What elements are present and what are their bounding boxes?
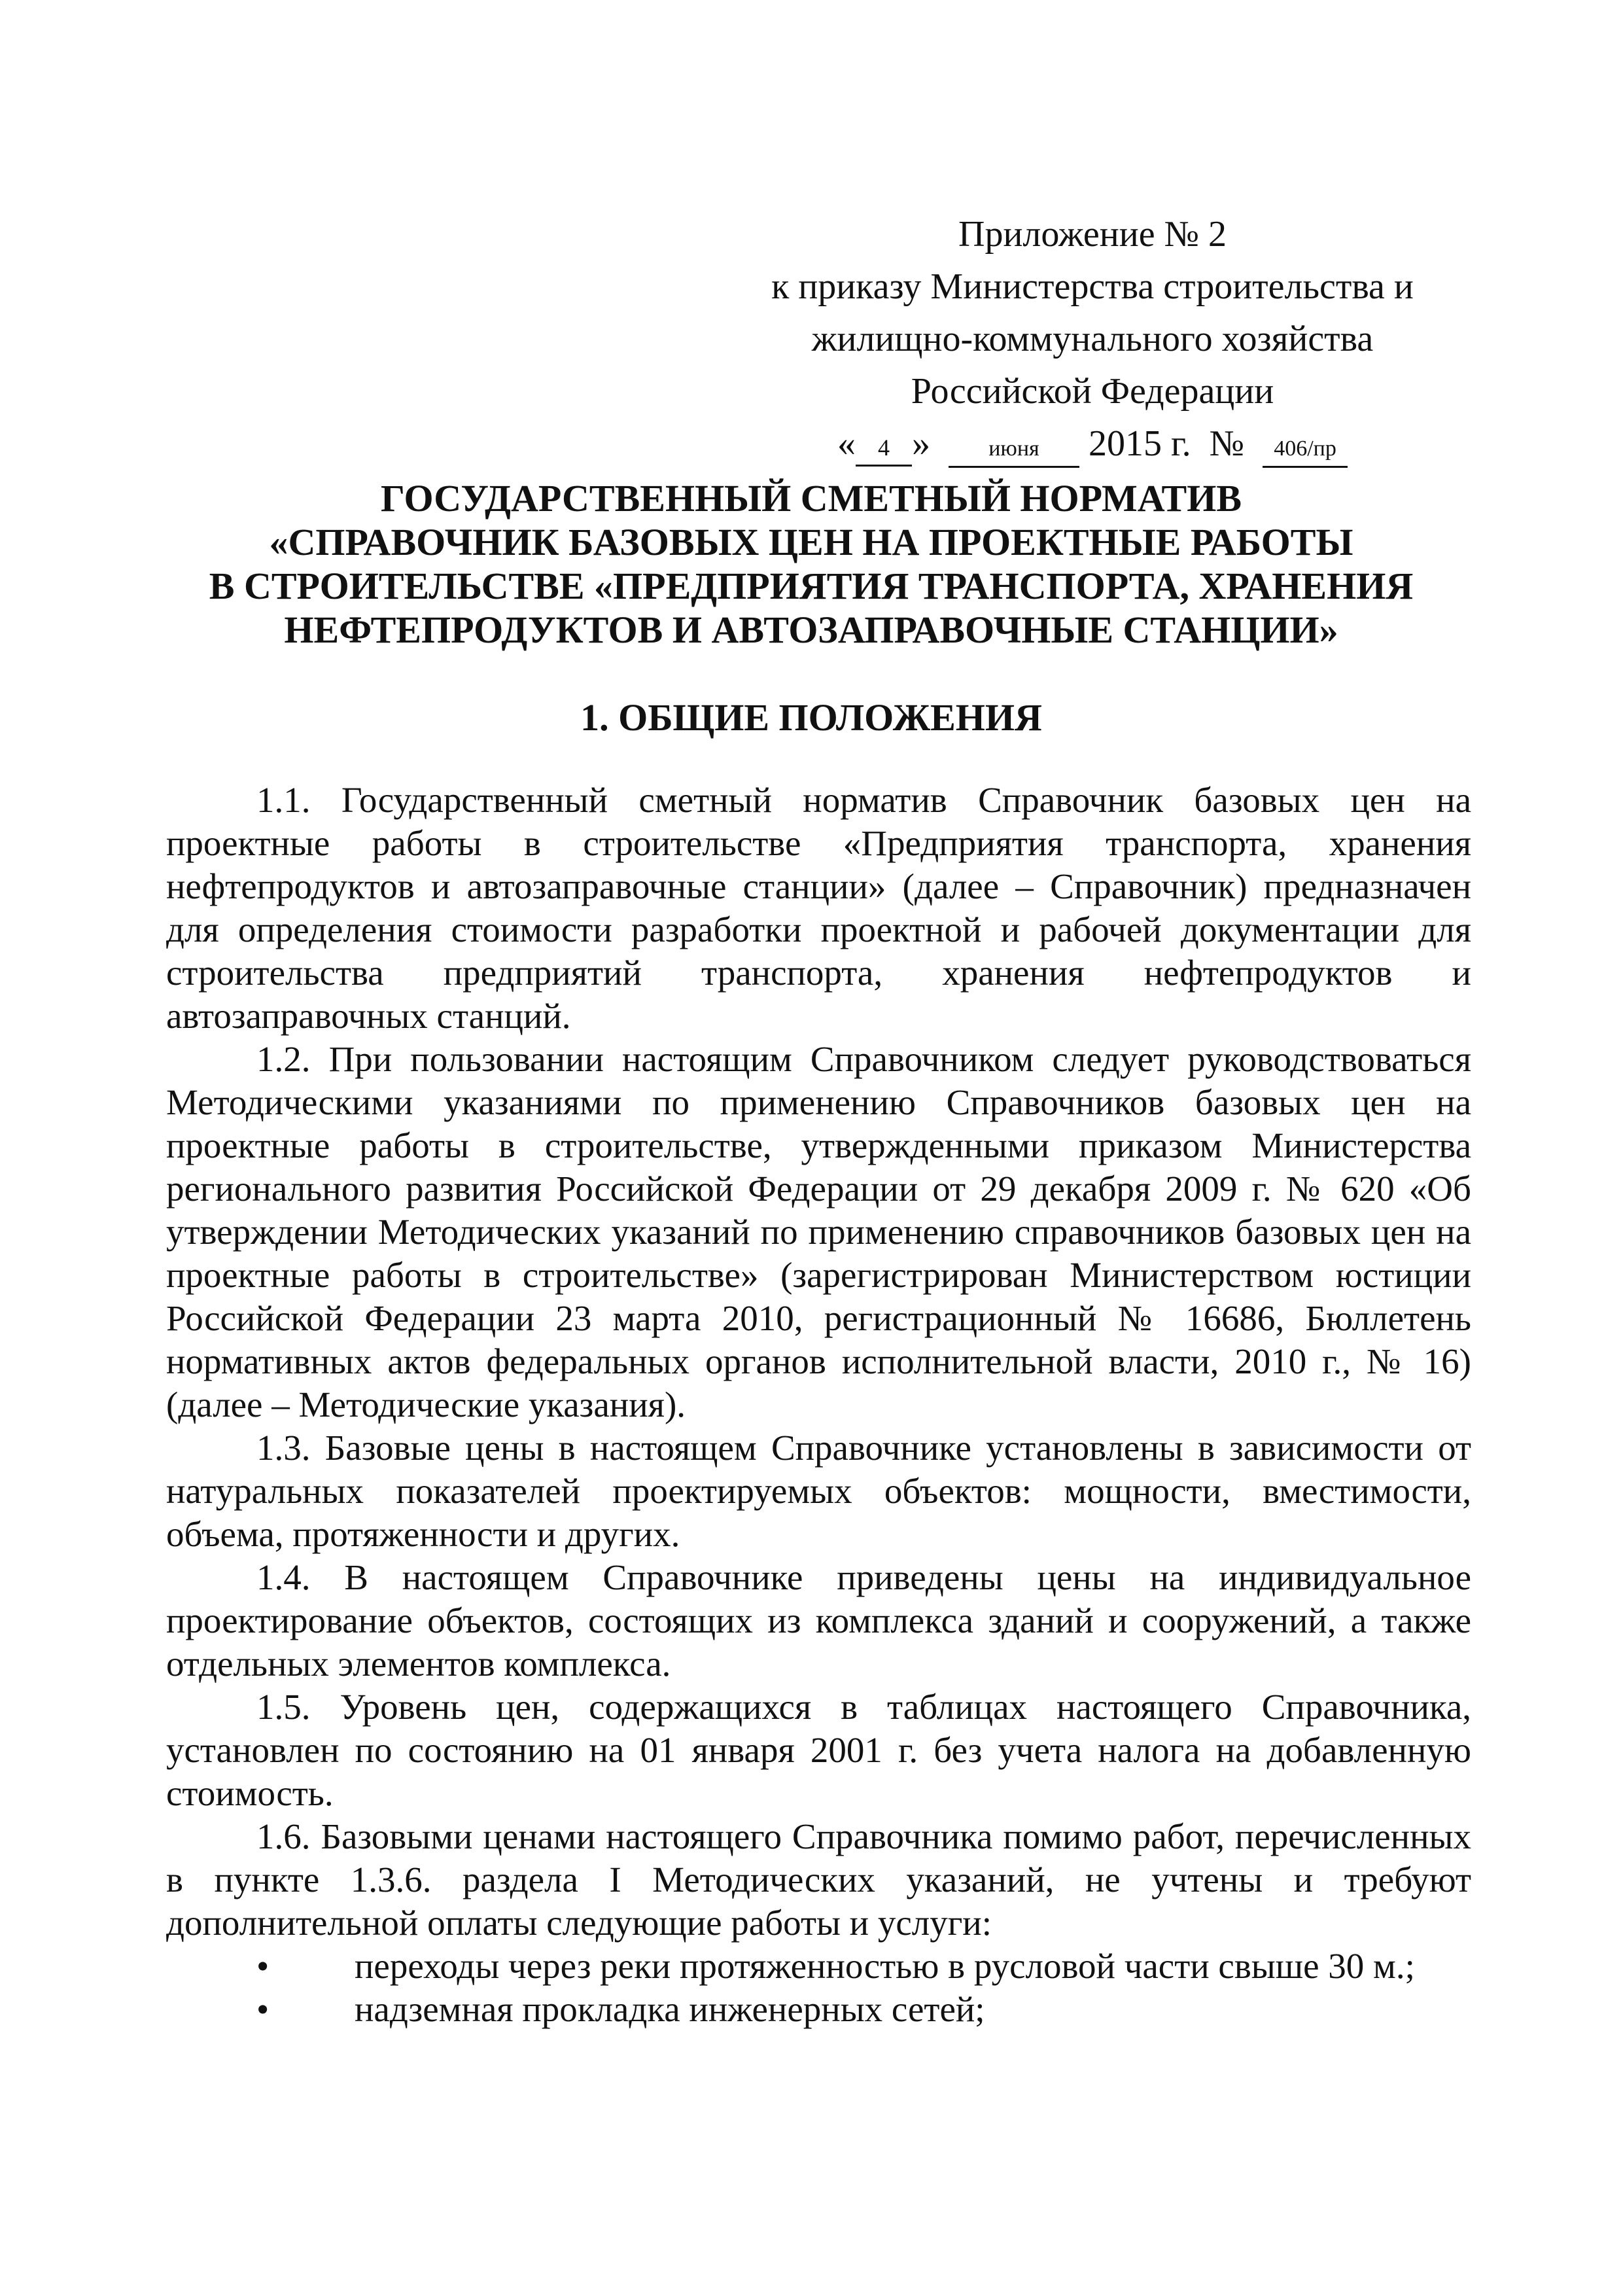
- date-open-quote: «: [837, 423, 856, 464]
- appendix-ministry-line: жилищно-коммунального хозяйства: [811, 319, 1374, 359]
- appendix-date-line: [720, 417, 1465, 470]
- paragraph-1-5: 1.5. Уровень цен, содержащихся в таблицах настоящего Справочника, установлен по состоянию на 01 января 2001 г. без учета налога на добавленную стоимость.: [166, 1687, 1471, 1813]
- appendix-order-line: к приказу Министерства строительства и: [771, 266, 1414, 307]
- title-line: В СТРОИТЕЛЬСТВЕ «ПРЕДПРИЯТИЯ ТРАНСПОРТА, ХРАНЕНИЯ: [209, 565, 1414, 607]
- number-sign: №: [1209, 423, 1245, 464]
- order-day: 4: [856, 431, 912, 467]
- title-line: НЕФТЕПРОДУКТОВ И АВТОЗАПРАВОЧНЫЕ СТАНЦИИ»: [284, 609, 1338, 651]
- appendix-country-line: Российской Федерации: [911, 371, 1274, 412]
- paragraph-1-3: 1.3. Базовые цены в настоящем Справочнике установлены в зависимости от натуральных показателей проектируемых объектов: мощности, вместимости, объема, протяженности и других.: [166, 1428, 1471, 1554]
- list-item-text: надземная прокладка инженерных сетей;: [355, 1989, 985, 2029]
- appendix-header: [720, 208, 1465, 470]
- paragraph-1-2: 1.2. При пользовании настоящим Справочником следует руководствоваться Методическими указаниями по применению Справочников базовых цен на проектные работы в строительстве, утвержденными приказом Министерства регионального развития Российской Федерации от 29 декабря 2009 г. № 620 «Об утверждении Методических указаний по применению справочников базовых цен на проектные работы в строительстве» (зарегистрирован Министерством юстиции Российской Федерации 23 марта 2010, регистрационный № 16686, Бюллетень нормативных актов федеральных органов исполнительной власти, 2010 г., № 16) (далее – Методические указания).: [166, 1039, 1471, 1424]
- title-line: «СПРАВОЧНИК БАЗОВЫХ ЦЕН НА ПРОЕКТНЫЕ РАБОТЫ: [269, 521, 1353, 563]
- list-item-text: переходы через реки протяженностью в русловой части свыше 30 м.;: [355, 1946, 1415, 1986]
- order-number: 406/пр: [1263, 432, 1348, 468]
- order-year: 2015 г.: [1088, 423, 1191, 464]
- section-heading: 1. ОБЩИЕ ПОЛОЖЕНИЯ: [580, 696, 1042, 739]
- paragraph-1-1: 1.1. Государственный сметный норматив Справочник базовых цен на проектные работы в строительстве «Предприятия транспорта, хранения нефтепродуктов и автозаправочные станции» (далее – Справочник) предназначен для определения стоимости разработки проектной и рабочей документации для строительства предприятий транспорта, хранения нефтепродуктов и автозаправочных станций.: [166, 780, 1471, 1036]
- list-item: [166, 1945, 1471, 1988]
- bullet-icon: •: [256, 1946, 270, 1986]
- title-line: ГОСУДАРСТВЕННЫЙ СМЕТНЫЙ НОРМАТИВ: [380, 477, 1242, 520]
- date-close-quote: »: [911, 423, 930, 464]
- list-item: [166, 1988, 1471, 2031]
- order-month: июня: [949, 432, 1079, 468]
- paragraph-1-4: 1.4. В настоящем Справочнике приведены цены на индивидуальное проектирование объектов, состоящих из комплекса зданий и сооружений, а также отдельных элементов комплекса.: [166, 1557, 1471, 1684]
- bullet-icon: •: [256, 1989, 270, 2029]
- appendix-label: Приложение № 2: [958, 214, 1227, 255]
- document-title: [118, 476, 1505, 652]
- paragraph-1-6: 1.6. Базовыми ценами настоящего Справочника помимо работ, перечисленных в пункте 1.3.6. раздела I Методических указаний, не учтены и требуют дополнительной оплаты следующие работы и услуги:: [166, 1816, 1471, 1943]
- document-body: [166, 779, 1471, 2031]
